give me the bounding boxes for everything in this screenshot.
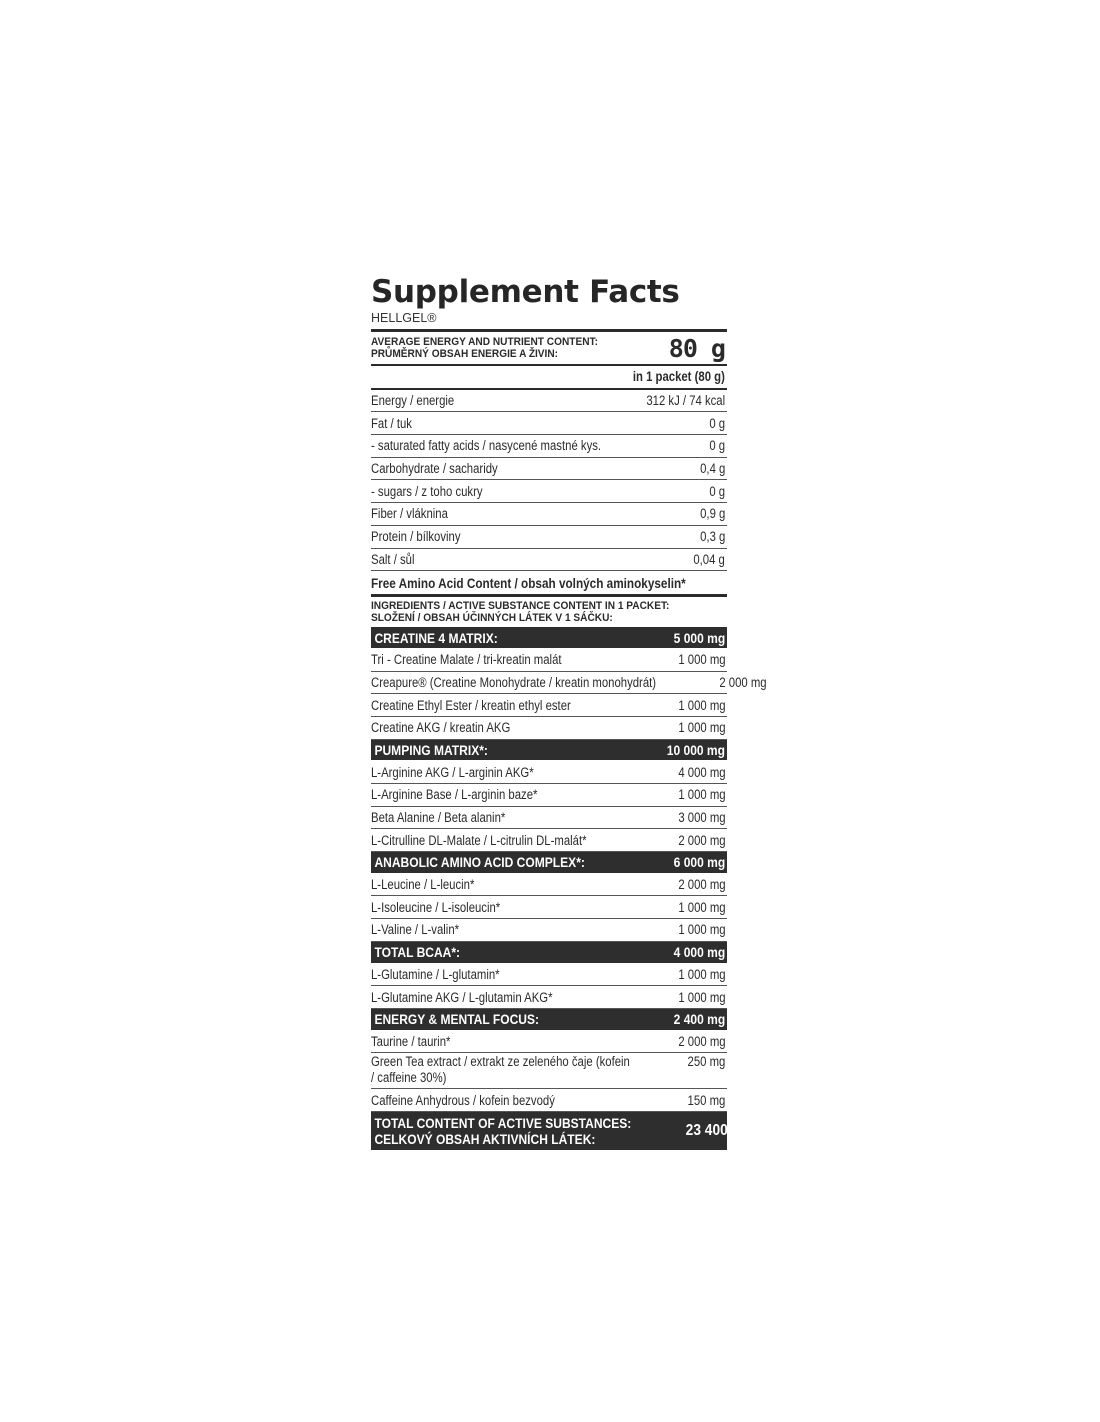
nutrient-row-name: Salt / sůl [371,551,415,567]
ingredient-sections [371,627,767,1112]
nutrient-row-value: 0,9 g [700,506,726,522]
section-header-name: TOTAL BCAA*: [374,944,461,961]
ingredient-row [371,874,727,897]
nutrient-row-value: 0 g [709,483,726,499]
ingredient-row [371,964,727,987]
total-label-line2: CELKOVÝ OBSAH AKTIVNÍCH LÁTEK: [374,1130,596,1147]
ingredient-row-value: 2 000 mg [678,877,726,893]
ingredient-row [371,1089,727,1112]
ingredient-row-value: 1 000 mg [678,966,726,982]
label-title: Supplement Facts [371,274,680,310]
section-header-name: CREATINE 4 MATRIX: [374,629,498,646]
total-value: 23 400 mg [685,1121,752,1139]
free-amino-note: Free Amino Acid Content / obsah volných aminokyselin* [371,571,727,597]
ingredient-row-name: L-Valine / L-valin* [371,922,460,938]
ingredient-row-value: 1 000 mg [678,652,726,668]
ingredient-row-name: L-Leucine / L-leucin* [371,877,475,893]
ingredient-row-name: L-Arginine Base / L-arginin baze* [371,787,538,803]
ingredient-row-value: 1 000 mg [678,697,726,713]
ingredients-header-line1: INGREDIENTS / ACTIVE SUBSTANCE CONTENT IN 1 PACKET: [371,600,670,613]
section-header-value: 5 000 mg [673,629,726,646]
per-packet-label: in 1 packet (80 g) [633,369,726,385]
nutrient-row-value: 0,04 g [693,551,726,567]
ingredient-row [371,784,727,807]
ingredient-row [371,1053,727,1089]
ingredient-row-value: 2 000 mg [719,674,767,690]
nutrient-row-name: Energy / energie [371,393,455,409]
nutrient-row [371,412,727,435]
ingredient-row [371,717,727,740]
section-header-name: PUMPING MATRIX*: [374,741,488,758]
section-header [371,627,727,649]
nutrient-row-name: Carbohydrate / sacharidy [371,461,498,477]
supplement-facts-label [371,274,767,1150]
nutrient-row-value: 0 g [709,415,726,431]
ingredient-row [371,761,727,784]
serving-amount: 80 g [668,333,725,363]
ingredient-row-name: Creapure® (Creatine Monohydrate / kreatin monohydrát) [371,674,657,690]
nutrient-row [371,526,727,549]
nutrient-row [371,458,727,481]
nutrient-row-value: 0 g [709,438,726,454]
nutrient-header [371,332,727,366]
nutrient-row [371,503,727,526]
ingredient-row [371,649,727,672]
ingredient-row-name: L-Glutamine / L-glutamin* [371,966,500,982]
ingredient-row-value: 150 mg [687,1092,726,1108]
section-header-value: 10 000 mg [667,741,726,758]
total-active-substances [371,1112,752,1150]
ingredient-row-value: 2 000 mg [678,1033,726,1049]
nutrient-row-name: Fat / tuk [371,415,412,431]
section-header [371,852,727,874]
section-header-value: 6 000 mg [673,854,726,871]
ingredient-row-value: 2 000 mg [678,832,726,848]
ingredient-row [371,986,727,1009]
ingredient-row [371,896,727,919]
nutrient-row [371,390,727,413]
section-header [371,1009,727,1031]
ingredient-row-name: L-Arginine AKG / L-arginin AKG* [371,764,534,780]
ingredient-row-value: 1 000 mg [678,787,726,803]
nutrient-row [371,480,727,503]
ingredient-row [371,694,727,717]
ingredient-row [371,1031,727,1054]
ingredient-row-value: 1 000 mg [678,720,726,736]
ingredient-row-value: 1 000 mg [678,922,726,938]
nutrient-row-value: 312 kJ / 74 kcal [646,393,726,409]
nutrient-row-name: - sugars / z toho cukry [371,483,483,499]
nutrient-row-name: Protein / bílkoviny [371,529,461,545]
nutrient-row-name: Fiber / vláknina [371,506,448,522]
ingredient-row-name: Green Tea extract / extrakt ze zeleného čaje (kofein / caffeine 30%) [371,1054,630,1086]
section-header-value: 2 400 mg [673,1011,726,1028]
ingredient-row-name: Taurine / taurin* [371,1033,451,1049]
ingredient-row-name: L-Citrulline DL-Malate / L-citrulin DL-malát* [371,832,587,848]
ingredient-row-name: Caffeine Anhydrous / kofein bezvodý [371,1092,555,1108]
section-header-name: ANABOLIC AMINO ACID COMPLEX*: [374,854,585,871]
ingredient-row-value: 4 000 mg [678,764,726,780]
section-header-value: 4 000 mg [673,944,726,961]
ingredients-header [371,597,727,627]
nutrient-row-name: - saturated fatty acids / nasycené mastné kys. [371,438,602,454]
ingredient-row-name: Tri - Creatine Malate / tri-kreatin malát [371,652,562,668]
ingredients-header-line2: SLOŽENÍ / OBSAH ÚČINNÝCH LÁTEK V 1 SÁČKU: [371,612,613,625]
ingredient-row-name: Beta Alanine / Beta alanin* [371,810,506,826]
ingredient-row-value: 3 000 mg [678,810,726,826]
nutrient-row-value: 0,4 g [700,461,726,477]
ingredient-row [371,672,767,695]
ingredient-row-name: Creatine Ethyl Ester / kreatin ethyl ester [371,697,571,713]
section-header [371,942,727,964]
ingredient-row-name: Creatine AKG / kreatin AKG [371,720,511,736]
ingredient-row [371,919,727,942]
product-name: HELLGEL® [371,311,437,325]
nutrient-header-line1: AVERAGE ENERGY AND NUTRIENT CONTENT: [371,336,598,348]
ingredient-row [371,807,727,830]
section-header-name: ENERGY & MENTAL FOCUS: [374,1011,540,1028]
total-label-line1: TOTAL CONTENT OF ACTIVE SUBSTANCES: [374,1114,632,1131]
ingredient-row-name: L-Glutamine AKG / L-glutamin AKG* [371,989,553,1005]
nutrient-header-line2: PRŮMĚRNÝ OBSAH ENERGIE A ŽIVIN: [371,348,559,360]
nutrient-row-value: 0,3 g [700,529,726,545]
ingredient-row [371,829,727,852]
nutrient-list [371,390,727,572]
nutrient-row [371,549,727,572]
ingredient-row-value: 250 mg [687,1054,726,1070]
nutrient-row [371,435,727,458]
per-packet-row [371,366,727,390]
section-header [371,740,727,762]
ingredient-row-value: 1 000 mg [678,899,726,915]
ingredient-row-value: 1 000 mg [678,989,726,1005]
ingredient-row-name: L-Isoleucine / L-isoleucin* [371,899,501,915]
